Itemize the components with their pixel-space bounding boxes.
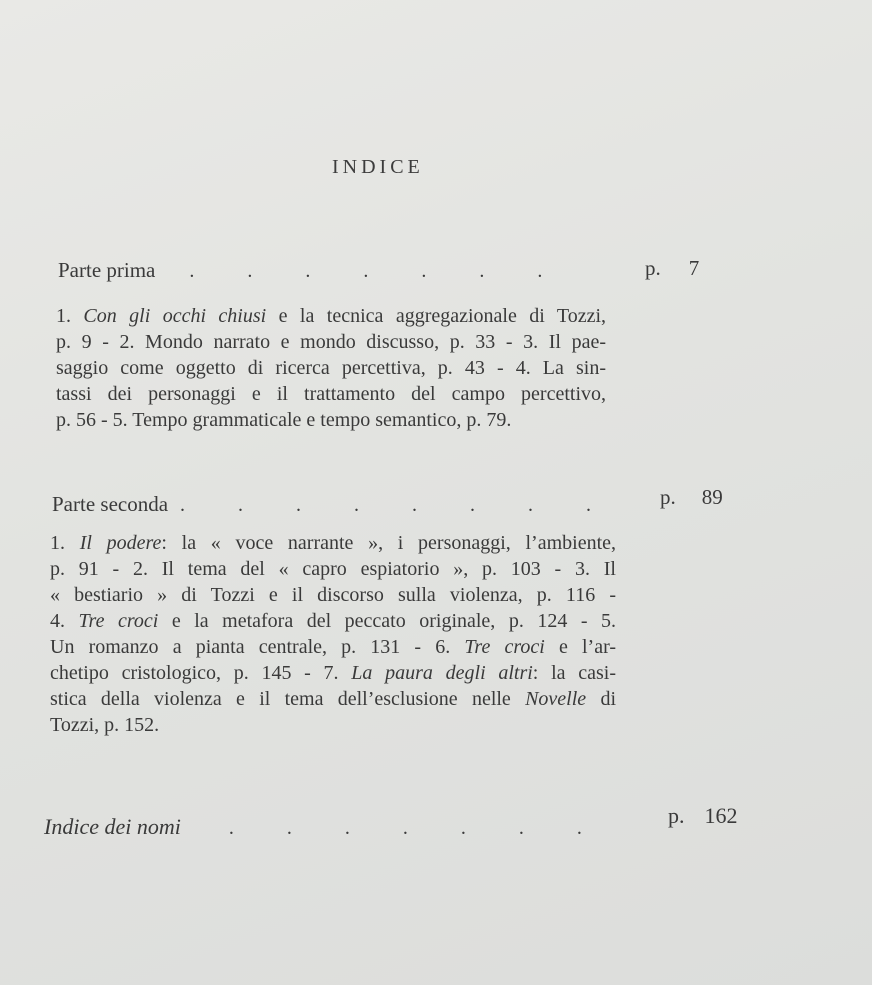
description-text: p. 56 - 5. Tempo grammaticale e tempo semantico, p. 79.: [56, 409, 512, 431]
leader-dots: . . . . . . .: [228, 817, 582, 839]
description-line: [56, 355, 606, 381]
description-text: p. 91 - 2. Il tema del « capro espiatorio », p. 103 - 3. Il: [50, 558, 616, 580]
description-line: [50, 608, 616, 634]
page-prefix: p.: [660, 485, 676, 509]
description-text: p. 9 - 2. Mondo narrato e mondo discusso, p. 33 - 3. Il pae-: [56, 331, 606, 353]
description-line: [50, 660, 616, 686]
description-line: [56, 303, 606, 329]
description-text: e l’ar-: [544, 636, 617, 658]
description-text: Un romanzo a pianta centrale, p. 131 - 6.: [50, 636, 465, 658]
description-text: 4.: [50, 610, 79, 632]
page-number: 7: [688, 256, 700, 280]
description-text: 1.: [56, 305, 84, 327]
description-text: tassi dei personaggi e il trattamento del campo percettivo,: [56, 383, 606, 405]
page-title: INDICE: [332, 156, 424, 178]
description-text: saggio come oggetto di ricerca percettiva, p. 43 - 4. La sin-: [56, 357, 606, 379]
description-line: [50, 712, 616, 738]
italic-title-text: Con gli occhi chiusi: [83, 305, 267, 327]
description-text: e la tecnica aggregazionale di Tozzi,: [266, 305, 607, 327]
toc-entry-indice-dei-nomi: [44, 814, 635, 840]
description-line: [50, 686, 616, 712]
italic-title-text: La paura degli altri: [351, 662, 533, 684]
page-prefix: p.: [668, 803, 685, 828]
toc-entry-parte-seconda: [52, 492, 644, 517]
italic-title-text: Tre croci: [464, 636, 545, 658]
toc-entry-label: Indice dei nomi: [44, 814, 181, 839]
description-line: [56, 381, 606, 407]
description-text: Tozzi, p. 152.: [50, 714, 160, 736]
description-text: : la casi-: [532, 662, 616, 684]
description-line: [50, 582, 616, 608]
description-line: [56, 407, 606, 433]
description-line: [56, 329, 606, 355]
leader-dots: . . . . . . . .: [180, 494, 592, 516]
description-text: 1.: [50, 532, 80, 554]
italic-title-text: Il podere: [79, 532, 162, 554]
toc-entry-description: [50, 530, 616, 738]
toc-entry-page-ref: [668, 803, 738, 829]
description-text: : la « voce narrante », i personaggi, l’ambiente,: [161, 532, 616, 554]
toc-entry-description: [56, 303, 606, 433]
description-text: stica della violenza e il tema dell’esclusione nelle: [50, 688, 526, 710]
description-text: « bestiario » di Tozzi e il discorso sulla violenza, p. 116 -: [50, 584, 616, 606]
description-line: [50, 556, 616, 582]
toc-entry-page-ref: [645, 256, 699, 281]
description-text: e la metafora del peccato originale, p. 124 - 5.: [158, 610, 616, 632]
italic-title-text: Tre croci: [78, 610, 159, 632]
italic-title-text: Novelle: [525, 688, 587, 710]
toc-entry-label: Parte prima: [58, 258, 156, 282]
toc-entry-label: Parte seconda: [52, 492, 169, 516]
leader-dots: . . . . . . .: [189, 260, 543, 282]
page-number: 89: [701, 485, 723, 509]
toc-entry-parte-prima: [58, 258, 595, 283]
description-text: chetipo cristologico, p. 145 - 7.: [50, 662, 352, 684]
description-text: di: [586, 688, 616, 710]
page-number: 162: [704, 803, 738, 828]
toc-entry-page-ref: [660, 485, 723, 510]
description-line: [50, 634, 616, 660]
page-prefix: p.: [645, 256, 661, 280]
description-line: [50, 530, 616, 556]
